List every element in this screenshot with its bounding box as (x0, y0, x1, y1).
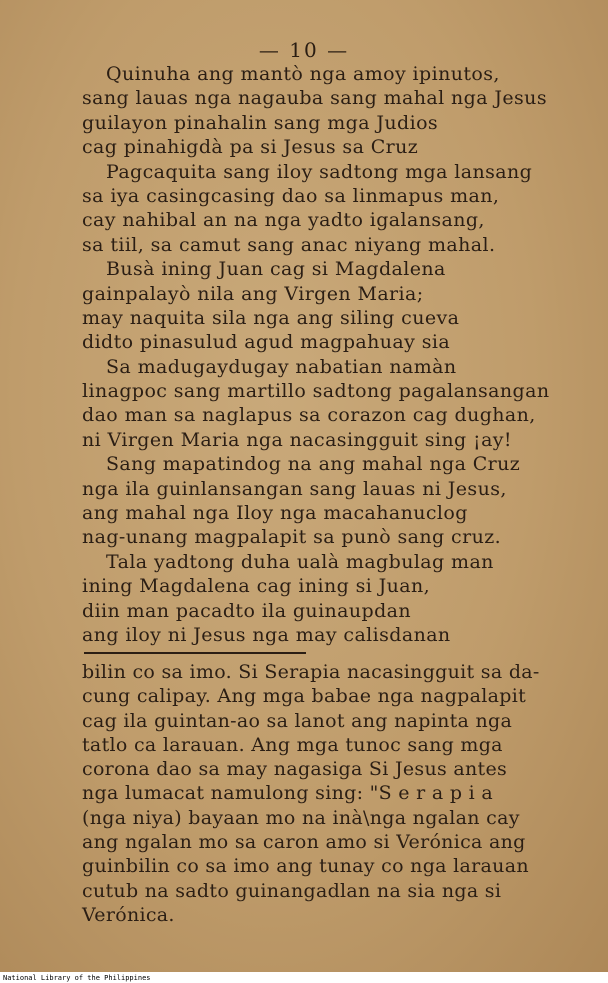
verse-line: Busà ining Juan cag si Magdalena (106, 258, 446, 281)
footnote-line: guinbilin co sa imo ang tunay co nga larauan (82, 855, 529, 878)
verse-line: Sang mapatindog na ang mahal nga Cruz (106, 453, 521, 476)
verse-line: gainpalayò nila ang Virgen Maria; (82, 282, 424, 305)
verse-line: guilayon pinahalin sang mga Judios (82, 111, 439, 134)
verse-line: didto pinasulud agud magpahuay sia (82, 331, 451, 354)
verse-line: dao man sa naglapus sa corazon cag dughan, (82, 404, 536, 427)
footnote-line: corona dao sa may nagasiga Si Jesus antes (82, 758, 508, 781)
verse-line: sang lauas nga nagauba sang mahal nga Jesus (82, 87, 547, 110)
verse-line: may naquita sila nga ang siling cueva (82, 306, 460, 329)
footnote-divider (84, 652, 306, 654)
footnote-line: cung calipay. Ang mga babae nga nagpalapit (82, 685, 527, 708)
page-number: — 10 — (258, 38, 350, 62)
verse-block (82, 62, 582, 647)
verse-line: ining Magdalena cag ining si Juan, (82, 575, 431, 598)
footnote-line: bilin co sa imo. Si Serapia nacasingguit sa da- (82, 661, 540, 683)
verse-line: ang iloy ni Jesus nga may calisdanan (82, 623, 451, 646)
verse-line: Tala yadtong duha ualà magbulag man (106, 550, 494, 573)
footnote-line: tatlo ca larauan. Ang mga tunoc sang mga (82, 733, 503, 756)
verse-line: Sa madugaydugay nabatian namàn (106, 355, 457, 378)
footnote-line: Verónica. (82, 903, 175, 926)
verse-line: ni Virgen Maria nga nacasingguit sing ¡ay! (82, 428, 512, 451)
library-credit: National Library of the Philippines (3, 974, 151, 982)
verse-line: ang mahal nga Iloy nga macahanuclog (82, 502, 468, 525)
footnote-line: cutub na sadto guinangadlan na sia nga si (82, 879, 502, 902)
verse-line: Quinuha ang mantò nga amoy ipinutos, (106, 63, 500, 85)
footnote-line: nga lumacat namulong sing: "S e r a p i a (82, 782, 494, 805)
footnote-block (82, 660, 562, 927)
verse-line: nga ila guinlansangan sang lauas ni Jesus, (82, 477, 507, 500)
verse-line: cay nahibal an na nga yadto igalansang, (82, 209, 485, 232)
verse-line: nag-unang magpalapit sa punò sang cruz. (82, 526, 502, 549)
verse-line: cag pinahigdà pa si Jesus sa Cruz (82, 136, 419, 159)
footnote-line: cag ila guintan-ao sa lanot ang napinta nga (82, 709, 513, 732)
footnote-line: (nga niya) bayaan mo na inà\nga ngalan cay (82, 806, 520, 829)
verse-line: Pagcaquita sang iloy sadtong mga lansang (106, 160, 533, 183)
verse-line: sa tiil, sa camut sang anac niyang mahal. (82, 233, 496, 256)
scan-footer (0, 973, 608, 983)
verse-line: sa iya casingcasing dao sa linmapus man, (82, 184, 500, 207)
footnote-line: ang ngalan mo sa caron amo si Verónica ang (82, 831, 526, 854)
verse-line: linagpoc sang martillo sadtong pagalansangan (82, 380, 550, 403)
verse-line: diin man pacadto ila guinaupdan (82, 599, 412, 622)
